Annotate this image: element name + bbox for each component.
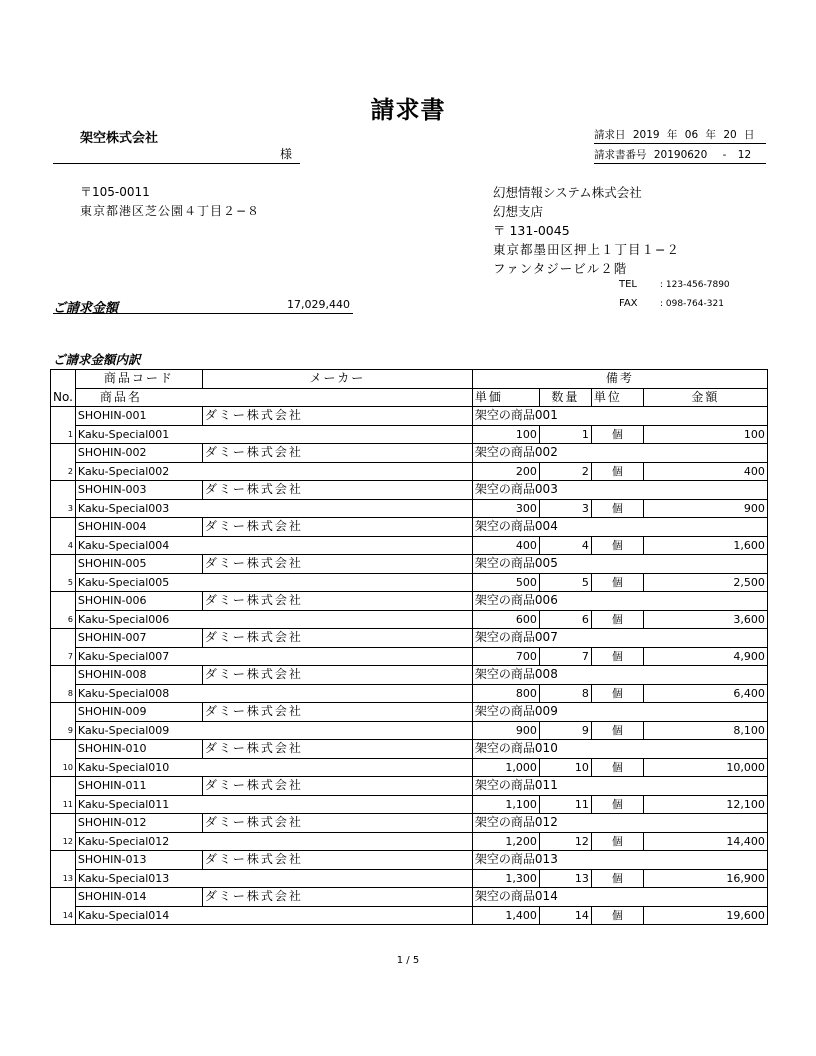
item-code: SHOHIN-001 <box>75 407 202 426</box>
item-price: 600 <box>472 610 539 629</box>
header-amount: 金額 <box>643 388 767 407</box>
item-qty: 11 <box>539 795 591 814</box>
item-unit: 個 <box>591 610 643 629</box>
item-remark: 架空の商品011 <box>472 777 767 796</box>
item-remark: 架空の商品006 <box>472 592 767 611</box>
item-qty: 4 <box>539 536 591 555</box>
item-no: 6 <box>51 592 76 629</box>
item-code: SHOHIN-006 <box>75 592 202 611</box>
item-row-top <box>51 814 768 833</box>
invoice-date-day: 20 <box>723 129 737 141</box>
item-row-top <box>51 407 768 426</box>
items-table <box>50 369 768 925</box>
item-price: 1,300 <box>472 869 539 888</box>
item-no: 2 <box>51 444 76 481</box>
item-row-bottom <box>51 610 768 629</box>
item-no: 3 <box>51 481 76 518</box>
item-code: SHOHIN-011 <box>75 777 202 796</box>
item-no: 5 <box>51 555 76 592</box>
item-name: Kaku-Special007 <box>75 647 472 666</box>
item-code: SHOHIN-014 <box>75 888 202 907</box>
item-unit: 個 <box>591 425 643 444</box>
item-code: SHOHIN-008 <box>75 666 202 685</box>
item-code: SHOHIN-007 <box>75 629 202 648</box>
item-price: 800 <box>472 684 539 703</box>
item-unit: 個 <box>591 462 643 481</box>
fax-value: : 098-764-321 <box>660 299 724 309</box>
item-no: 12 <box>51 814 76 851</box>
page-number: 1 / 5 <box>396 955 420 966</box>
item-amount: 3,600 <box>643 610 767 629</box>
item-maker: ダミー株式会社 <box>202 592 472 611</box>
item-code: SHOHIN-003 <box>75 481 202 500</box>
item-row-bottom <box>51 758 768 777</box>
item-maker: ダミー株式会社 <box>202 518 472 537</box>
tel-value: : 123-456-7890 <box>660 280 730 290</box>
total-amount: 17,029,440 <box>287 298 350 311</box>
invoice-number-value: 20190620 <box>653 149 708 161</box>
item-qty: 3 <box>539 499 591 518</box>
item-name: Kaku-Special002 <box>75 462 472 481</box>
item-qty: 6 <box>539 610 591 629</box>
item-price: 1,200 <box>472 832 539 851</box>
item-code: SHOHIN-004 <box>75 518 202 537</box>
item-row-bottom <box>51 906 768 925</box>
item-maker: ダミー株式会社 <box>202 814 472 833</box>
item-maker: ダミー株式会社 <box>202 629 472 648</box>
item-remark: 架空の商品007 <box>472 629 767 648</box>
item-amount: 900 <box>643 499 767 518</box>
item-amount: 100 <box>643 425 767 444</box>
item-qty: 12 <box>539 832 591 851</box>
item-qty: 2 <box>539 462 591 481</box>
item-name: Kaku-Special008 <box>75 684 472 703</box>
item-price: 1,000 <box>472 758 539 777</box>
item-remark: 架空の商品009 <box>472 703 767 722</box>
item-remark: 架空の商品013 <box>472 851 767 870</box>
item-remark: 架空の商品003 <box>472 481 767 500</box>
item-remark: 架空の商品001 <box>472 407 767 426</box>
issuer-branch: 幻想支店 <box>493 204 544 219</box>
total-label: ご請求金額 <box>53 301 119 316</box>
item-qty: 7 <box>539 647 591 666</box>
item-amount: 4,900 <box>643 647 767 666</box>
item-row-top <box>51 851 768 870</box>
item-name: Kaku-Special012 <box>75 832 472 851</box>
item-maker: ダミー株式会社 <box>202 444 472 463</box>
item-code: SHOHIN-013 <box>75 851 202 870</box>
item-maker: ダミー株式会社 <box>202 407 472 426</box>
item-qty: 9 <box>539 721 591 740</box>
item-row-top <box>51 555 768 574</box>
item-row-bottom <box>51 832 768 851</box>
item-qty: 8 <box>539 684 591 703</box>
header-unit-price: 単価 <box>472 388 539 407</box>
item-name: Kaku-Special001 <box>75 425 472 444</box>
invoice-number <box>594 147 766 164</box>
item-row-bottom <box>51 869 768 888</box>
customer-postal: 〒105-0011 <box>80 185 150 199</box>
item-maker: ダミー株式会社 <box>202 740 472 759</box>
item-amount: 1,600 <box>643 536 767 555</box>
item-name: Kaku-Special006 <box>75 610 472 629</box>
item-row-top <box>51 777 768 796</box>
item-name: Kaku-Special009 <box>75 721 472 740</box>
item-amount: 19,600 <box>643 906 767 925</box>
item-name: Kaku-Special005 <box>75 573 472 592</box>
item-qty: 1 <box>539 425 591 444</box>
tel-label: TEL <box>619 279 637 290</box>
page-title: 請求書 <box>370 96 446 124</box>
item-remark: 架空の商品005 <box>472 555 767 574</box>
item-qty: 5 <box>539 573 591 592</box>
item-qty: 10 <box>539 758 591 777</box>
customer-street: 東京都港区芝公園４丁目２−８ <box>80 204 261 218</box>
item-row-bottom <box>51 684 768 703</box>
item-maker: ダミー株式会社 <box>202 481 472 500</box>
item-price: 1,100 <box>472 795 539 814</box>
item-no: 10 <box>51 740 76 777</box>
item-remark: 架空の商品010 <box>472 740 767 759</box>
item-row-top <box>51 444 768 463</box>
item-price: 700 <box>472 647 539 666</box>
item-amount: 16,900 <box>643 869 767 888</box>
item-row-bottom <box>51 462 768 481</box>
item-no: 11 <box>51 777 76 814</box>
item-no: 13 <box>51 851 76 888</box>
item-unit: 個 <box>591 832 643 851</box>
customer-address <box>80 183 260 221</box>
item-no: 14 <box>51 888 76 925</box>
issuer-address1: 東京都墨田区押上１丁目１−２ <box>493 242 680 257</box>
items-body <box>51 407 768 925</box>
header-remarks: 備考 <box>472 370 767 389</box>
header-row-1 <box>51 370 768 389</box>
item-price: 100 <box>472 425 539 444</box>
item-row-bottom <box>51 647 768 666</box>
item-row-top <box>51 592 768 611</box>
invoice-date-label: 請求日 <box>594 129 626 141</box>
item-amount: 400 <box>643 462 767 481</box>
item-amount: 12,100 <box>643 795 767 814</box>
invoice-date-day-unit: 日 <box>744 129 755 141</box>
item-unit: 個 <box>591 758 643 777</box>
header-no: No. <box>51 370 76 407</box>
item-amount: 2,500 <box>643 573 767 592</box>
item-no: 7 <box>51 629 76 666</box>
item-qty: 14 <box>539 906 591 925</box>
fax-label: FAX <box>619 298 638 309</box>
item-code: SHOHIN-012 <box>75 814 202 833</box>
invoice-number-suffix: 12 <box>737 149 752 161</box>
item-remark: 架空の商品014 <box>472 888 767 907</box>
item-unit: 個 <box>591 573 643 592</box>
item-name: Kaku-Special014 <box>75 906 472 925</box>
item-row-bottom <box>51 721 768 740</box>
header-qty: 数量 <box>539 388 591 407</box>
item-name: Kaku-Special004 <box>75 536 472 555</box>
issuer-postal: 〒 131-0045 <box>493 223 570 238</box>
item-unit: 個 <box>591 536 643 555</box>
item-maker: ダミー株式会社 <box>202 851 472 870</box>
total-underline <box>53 313 353 314</box>
item-name: Kaku-Special010 <box>75 758 472 777</box>
item-no: 1 <box>51 407 76 444</box>
item-no: 9 <box>51 703 76 740</box>
invoice-date-month-unit: 年 <box>705 129 716 141</box>
detail-label: ご請求金額内訳 <box>53 352 141 367</box>
item-row-top <box>51 629 768 648</box>
item-code: SHOHIN-005 <box>75 555 202 574</box>
invoice-date-year-unit: 年 <box>666 129 678 141</box>
honorific: 様 <box>280 147 293 161</box>
item-unit: 個 <box>591 499 643 518</box>
header-name: 商品名 <box>75 388 472 407</box>
invoice-date <box>594 127 766 144</box>
item-row-bottom <box>51 536 768 555</box>
item-row-top <box>51 481 768 500</box>
invoice-date-year: 2019 <box>632 129 660 141</box>
item-amount: 10,000 <box>643 758 767 777</box>
item-price: 400 <box>472 536 539 555</box>
item-row-top <box>51 518 768 537</box>
item-name: Kaku-Special003 <box>75 499 472 518</box>
header-unit: 単位 <box>591 388 643 407</box>
header-maker: メーカー <box>202 370 472 389</box>
item-unit: 個 <box>591 906 643 925</box>
item-price: 1,400 <box>472 906 539 925</box>
issuer-company: 幻想情報システム株式会社 <box>493 185 642 200</box>
item-row-top <box>51 740 768 759</box>
item-remark: 架空の商品002 <box>472 444 767 463</box>
item-row-top <box>51 703 768 722</box>
item-maker: ダミー株式会社 <box>202 703 472 722</box>
item-maker: ダミー株式会社 <box>202 888 472 907</box>
item-row-bottom <box>51 425 768 444</box>
issuer-block <box>493 183 680 278</box>
header-row-2 <box>51 388 768 407</box>
invoice-number-label: 請求書番号 <box>594 149 647 161</box>
item-no: 8 <box>51 666 76 703</box>
item-amount: 14,400 <box>643 832 767 851</box>
invoice-number-sep: - <box>722 149 727 161</box>
item-remark: 架空の商品008 <box>472 666 767 685</box>
item-code: SHOHIN-009 <box>75 703 202 722</box>
item-name: Kaku-Special013 <box>75 869 472 888</box>
item-remark: 架空の商品012 <box>472 814 767 833</box>
item-code: SHOHIN-010 <box>75 740 202 759</box>
item-amount: 6,400 <box>643 684 767 703</box>
item-maker: ダミー株式会社 <box>202 555 472 574</box>
item-name: Kaku-Special011 <box>75 795 472 814</box>
item-unit: 個 <box>591 721 643 740</box>
invoice-date-month: 06 <box>684 129 699 141</box>
item-price: 900 <box>472 721 539 740</box>
item-price: 200 <box>472 462 539 481</box>
item-no: 4 <box>51 518 76 555</box>
item-unit: 個 <box>591 684 643 703</box>
customer-name: 架空株式会社 <box>80 131 159 146</box>
item-unit: 個 <box>591 795 643 814</box>
customer-underline <box>53 163 300 164</box>
issuer-address2: ファンタジービル２階 <box>493 261 628 276</box>
item-row-bottom <box>51 795 768 814</box>
item-row-top <box>51 666 768 685</box>
item-remark: 架空の商品004 <box>472 518 767 537</box>
item-maker: ダミー株式会社 <box>202 777 472 796</box>
item-maker: ダミー株式会社 <box>202 666 472 685</box>
item-unit: 個 <box>591 869 643 888</box>
item-row-top <box>51 888 768 907</box>
item-amount: 8,100 <box>643 721 767 740</box>
item-row-bottom <box>51 573 768 592</box>
item-price: 300 <box>472 499 539 518</box>
item-qty: 13 <box>539 869 591 888</box>
item-code: SHOHIN-002 <box>75 444 202 463</box>
item-price: 500 <box>472 573 539 592</box>
item-unit: 個 <box>591 647 643 666</box>
item-row-bottom <box>51 499 768 518</box>
header-code: 商品コード <box>75 370 202 389</box>
